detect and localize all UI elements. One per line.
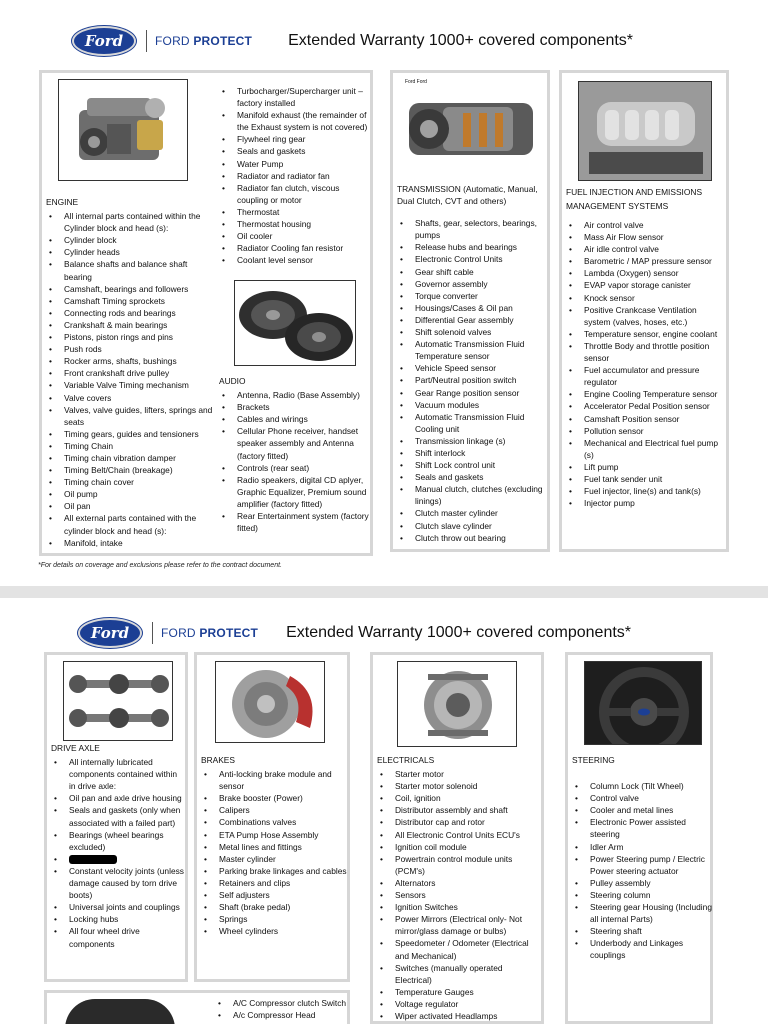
- list-item: • Oil cooler: [219, 230, 369, 242]
- list-item: • Electronic Power assisted steering: [572, 816, 712, 840]
- list-item: • Locking hubs: [51, 913, 185, 925]
- list-item: • Seals and gaskets: [397, 471, 547, 483]
- transmission-photo: [403, 77, 539, 181]
- list-item: • Manual clutch, clutches (excluding linings): [397, 483, 547, 507]
- list-item: • Voltage regulator: [377, 998, 541, 1010]
- list-item: • Valves, valve guides, lifters, springs and seats: [46, 404, 216, 428]
- brakes-photo: [215, 661, 325, 743]
- list-item: • Self adjusters: [201, 889, 347, 901]
- page-1-header: [72, 26, 633, 56]
- list-item: • Mechanical and Electrical fuel pump (s): [566, 437, 724, 461]
- list-item: • Calipers: [201, 804, 347, 816]
- list-item: • Alternators: [377, 877, 541, 889]
- steering-wheel-photo: [584, 661, 702, 745]
- list-item: • Clutch slave cylinder: [397, 520, 547, 532]
- list-item: • Power Steering pump / Electric Power steering actuator: [572, 853, 712, 877]
- list-item: • ETA Pump Hose Assembly: [201, 829, 347, 841]
- list-item: • Mass Air Flow sensor: [566, 231, 724, 243]
- engine-list-2: [219, 85, 369, 266]
- electricals-heading: ELECTRICALS: [377, 755, 435, 765]
- list-item: • Parking brake linkages and cables: [201, 865, 347, 877]
- list-item: • Ignition coil module: [377, 841, 541, 853]
- list-item: • Seals and gaskets: [219, 145, 369, 157]
- brakes-heading: BRAKES: [201, 755, 235, 765]
- engine-column: [46, 196, 216, 549]
- list-item: • Timing chain cover: [46, 476, 216, 488]
- list-item: • Radio speakers, digital CD aplyer, Graphic Equalizer, Premium sound amplifier (factory fitted): [219, 474, 369, 510]
- fuel-injection-photo: [578, 81, 712, 181]
- list-item: • Temperature sensor, engine coolant: [566, 328, 724, 340]
- transmission-list: [397, 217, 547, 544]
- ford-logo-icon: Ford: [78, 618, 142, 648]
- air-conditioning-panel: [44, 990, 350, 1024]
- list-item: • Manifold, intake: [46, 537, 216, 549]
- list-item: • Automatic Transmission Fluid Temperature sensor: [397, 338, 547, 362]
- list-item: • Coil, ignition: [377, 792, 541, 804]
- list-item: • Camshaft Position sensor: [566, 413, 724, 425]
- list-item: • Lambda (Oxygen) sensor: [566, 267, 724, 279]
- list-item: • Shift interlock: [397, 447, 547, 459]
- list-item: • Front crankshaft drive pulley: [46, 367, 216, 379]
- list-item: • Springs: [201, 913, 347, 925]
- list-item: • Lift pump: [566, 461, 724, 473]
- logo-divider: [152, 622, 153, 644]
- list-item: • Steering gear Housing (Including all internal Parts): [572, 901, 712, 925]
- list-item: • Powertrain control module units (PCM's): [377, 853, 541, 877]
- list-item: • Oil pump: [46, 488, 216, 500]
- list-item: • Release hubs and bearings: [397, 241, 547, 253]
- list-item: • Timing chain vibration damper: [46, 452, 216, 464]
- list-item: • Universal joints and couplings: [51, 901, 185, 913]
- list-item: • Transmission linkage (s): [397, 435, 547, 447]
- drive-axle-list: [51, 756, 185, 950]
- drive-axle-column: [51, 742, 185, 950]
- list-item: • Constant velocity joints (unless damage caused by torn drive boots): [51, 865, 185, 901]
- list-item: • Balance shafts and balance shaft bearing: [46, 258, 216, 282]
- list-item: • Clutch master cylinder: [397, 507, 547, 519]
- transmission-photo-caption: Ford Ford: [405, 79, 427, 85]
- list-item: • Metal lines and fittings: [201, 841, 347, 853]
- list-item: • Vehicle Speed sensor: [397, 362, 547, 374]
- list-item: • Water Pump: [219, 158, 369, 170]
- list-item: • Clutch throw out bearing: [397, 532, 547, 544]
- list-item: • Anti-locking brake module and sensor: [201, 768, 347, 792]
- list-item: • Cooler and metal lines: [572, 804, 712, 816]
- list-item: • Oil pan: [46, 500, 216, 512]
- list-item: • Connecting rods and bearings: [46, 307, 216, 319]
- list-item: • Barometric / MAP pressure sensor: [566, 255, 724, 267]
- list-item: • Control valve: [572, 792, 712, 804]
- list-item: • Fuel tank sender unit: [566, 473, 724, 485]
- ford-protect-wordmark: FORD PROTECT: [155, 34, 253, 48]
- list-item: • Timing Chain: [46, 440, 216, 452]
- list-item: • Speedometer / Odometer (Electrical and Mechanical): [377, 937, 541, 961]
- engine-column-2: [219, 85, 369, 266]
- list-item-redacted: [51, 853, 185, 865]
- fuel-injection-column: [566, 185, 724, 509]
- list-item: • Starter motor: [377, 768, 541, 780]
- list-item: • Knock sensor: [566, 292, 724, 304]
- list-item: • Rocker arms, shafts, bushings: [46, 355, 216, 367]
- list-item: • Antenna, Radio (Base Assembly): [219, 389, 369, 401]
- transmission-panel: [390, 70, 550, 552]
- page-2-title: Extended Warranty 1000+ covered components*: [286, 624, 632, 641]
- alternator-photo: [397, 661, 517, 747]
- list-item: • Air idle control valve: [566, 243, 724, 255]
- list-item: • Radiator Cooling fan resistor: [219, 242, 369, 254]
- list-item: • Distributor cap and rotor: [377, 816, 541, 828]
- list-item: • Throttle Body and throttle position sensor: [566, 340, 724, 364]
- list-item: • Variable Valve Timing mechanism: [46, 379, 216, 391]
- list-item: • Steering shaft: [572, 925, 712, 937]
- electricals-list: [377, 768, 541, 1022]
- audio-column: [219, 375, 369, 534]
- list-item: • Sensors: [377, 889, 541, 901]
- list-item: • Torque converter: [397, 290, 547, 302]
- list-item: • Valve covers: [46, 392, 216, 404]
- list-item: • Positive Crankcase Ventilation system (valves, hoses, etc.): [566, 304, 724, 328]
- list-item: • Fuel accumulator and pressure regulator: [566, 364, 724, 388]
- electricals-column: [377, 754, 541, 1022]
- ford-logo-icon: Ford: [72, 26, 136, 56]
- list-item: • Switches (manually operated Electrical): [377, 962, 541, 986]
- list-item: • Flywheel ring gear: [219, 133, 369, 145]
- list-item: • Oil pan and axle drive housing: [51, 792, 185, 804]
- list-item: • Pulley assembly: [572, 877, 712, 889]
- steering-list: [572, 780, 712, 961]
- list-item: • Wheel cylinders: [201, 925, 347, 937]
- list-item: • Electronic Control Units: [397, 253, 547, 265]
- list-item: • Gear shift cable: [397, 266, 547, 278]
- list-item: • Turbocharger/Supercharger unit – factory installed: [219, 85, 369, 109]
- list-item: • A/c Compressor Head: [215, 1009, 349, 1021]
- list-item: • Radiator and radiator fan: [219, 170, 369, 182]
- list-item: • Vacuum modules: [397, 399, 547, 411]
- list-item: • Injector pump: [566, 497, 724, 509]
- list-item: • All internal parts contained within the Cylinder block and head (s):: [46, 210, 216, 234]
- list-item: • Shift solenoid valves: [397, 326, 547, 338]
- list-item: • Idler Arm: [572, 841, 712, 853]
- audio-list: [219, 389, 369, 534]
- list-item: • Cylinder heads: [46, 246, 216, 258]
- list-item: • A/C Compressor clutch Switch: [215, 997, 349, 1009]
- list-item: • All external parts contained with the cylinder block and head (s):: [46, 512, 216, 536]
- list-item: • Temperature Gauges: [377, 986, 541, 998]
- list-item: • Pollution sensor: [566, 425, 724, 437]
- page-1-title: Extended Warranty 1000+ covered components*: [288, 32, 634, 49]
- ac-list: [215, 997, 349, 1021]
- page-2: [0, 598, 768, 1024]
- list-item: • Differential Gear assembly: [397, 314, 547, 326]
- list-item: • Master cylinder: [201, 853, 347, 865]
- list-item: • Underbody and Linkages couplings: [572, 937, 712, 961]
- fuel-injection-panel: [559, 70, 729, 552]
- ac-column: [215, 997, 349, 1021]
- list-item: • Brackets: [219, 401, 369, 413]
- list-item: • Fuel injector, line(s) and tank(s): [566, 485, 724, 497]
- ac-photo: [65, 999, 175, 1024]
- logo-divider: [146, 30, 147, 52]
- drive-axle-photo: [63, 661, 173, 741]
- list-item: • Thermostat: [219, 206, 369, 218]
- list-item: • Ignition Switches: [377, 901, 541, 913]
- steering-panel: [565, 652, 713, 1024]
- list-item: • Radiator fan clutch, viscous coupling or motor: [219, 182, 369, 206]
- redaction-block: [69, 855, 117, 864]
- fuel-injection-heading: FUEL INJECTION AND EMISSIONS MANAGEMENT SYSTEMS: [566, 187, 703, 211]
- list-item: • Brake booster (Power): [201, 792, 347, 804]
- steering-column: [572, 754, 712, 962]
- list-item: • Cellular Phone receiver, handset speaker assembly and Antenna (factory fitted): [219, 425, 369, 461]
- list-item: • Timing Belt/Chain (breakage): [46, 464, 216, 476]
- list-item: • Governor assembly: [397, 278, 547, 290]
- list-item: • Starter motor solenoid: [377, 780, 541, 792]
- list-item: • Retainers and clips: [201, 877, 347, 889]
- engine-panel: [39, 70, 373, 556]
- transmission-heading: TRANSMISSION (Automatic, Manual, Dual Clutch, CVT and others): [397, 184, 538, 207]
- list-item: • All internally lubricated components contained within in drive axle:: [51, 756, 185, 792]
- list-item: • Timing gears, guides and tensioners: [46, 428, 216, 440]
- list-item: • Accelerator Pedal Position sensor: [566, 400, 724, 412]
- page-2-header: [78, 618, 631, 648]
- list-item: • Controls (rear seat): [219, 462, 369, 474]
- list-item: • All four wheel drive components: [51, 925, 185, 949]
- page-1-footnote: *For details on coverage and exclusions please refer to the contract document.: [38, 562, 282, 569]
- list-item: • Coolant level sensor: [219, 254, 369, 266]
- list-item: • Shift Lock control unit: [397, 459, 547, 471]
- list-item: • Power Mirrors (Electrical only- Not mirror/glass damage or bulbs): [377, 913, 541, 937]
- list-item: • Engine Cooling Temperature sensor: [566, 388, 724, 400]
- list-item: • Manifold exhaust (the remainder of the Exhaust system is not covered): [219, 109, 369, 133]
- engine-heading: ENGINE: [46, 197, 79, 207]
- brakes-column: [201, 754, 347, 937]
- list-item: • All Electronic Control Units ECU's: [377, 829, 541, 841]
- list-item: • Steering column: [572, 889, 712, 901]
- list-item: • Rear Entertainment system (factory fitted): [219, 510, 369, 534]
- list-item: • Housings/Cases & Oil pan: [397, 302, 547, 314]
- list-item: • Cylinder block: [46, 234, 216, 246]
- list-item: • Combinations valves: [201, 816, 347, 828]
- list-item: • Gear Range position sensor: [397, 387, 547, 399]
- speakers-photo: [234, 280, 356, 366]
- list-item: • Seals and gaskets (only when associated with a failed part): [51, 804, 185, 828]
- list-item: • Automatic Transmission Fluid Cooling unit: [397, 411, 547, 435]
- list-item: • Shafts, gear, selectors, bearings, pumps: [397, 217, 547, 241]
- list-item: • Part/Neutral position switch: [397, 374, 547, 386]
- list-item: • Camshaft Timing sprockets: [46, 295, 216, 307]
- list-item: • Thermostat housing: [219, 218, 369, 230]
- list-item: • Wiper activated Headlamps: [377, 1010, 541, 1022]
- brakes-list: [201, 768, 347, 937]
- engine-list: [46, 210, 216, 549]
- brakes-panel: [194, 652, 350, 982]
- ford-protect-wordmark: FORD PROTECT: [161, 626, 259, 640]
- electricals-panel: [370, 652, 544, 1024]
- engine-photo: [58, 79, 188, 181]
- list-item: • Bearings (wheel bearings excluded): [51, 829, 185, 853]
- fuel-injection-list: [566, 219, 724, 509]
- list-item: • Pistons, piston rings and pins: [46, 331, 216, 343]
- list-item: • Crankshaft & main bearings: [46, 319, 216, 331]
- list-item: • Air control valve: [566, 219, 724, 231]
- list-item: • Shaft (brake pedal): [201, 901, 347, 913]
- drive-axle-heading: DRIVE AXLE: [51, 743, 100, 753]
- list-item: • Push rods: [46, 343, 216, 355]
- audio-heading: AUDIO: [219, 376, 246, 386]
- list-item: • Distributor assembly and shaft: [377, 804, 541, 816]
- list-item: • Column Lock (Tilt Wheel): [572, 780, 712, 792]
- steering-heading: STEERING: [572, 755, 615, 765]
- list-item: • Camshaft, bearings and followers: [46, 283, 216, 295]
- transmission-column: [397, 183, 547, 544]
- list-item: • Cables and wirings: [219, 413, 369, 425]
- drive-axle-panel: [44, 652, 188, 982]
- list-item: • EVAP vapor storage canister: [566, 279, 724, 291]
